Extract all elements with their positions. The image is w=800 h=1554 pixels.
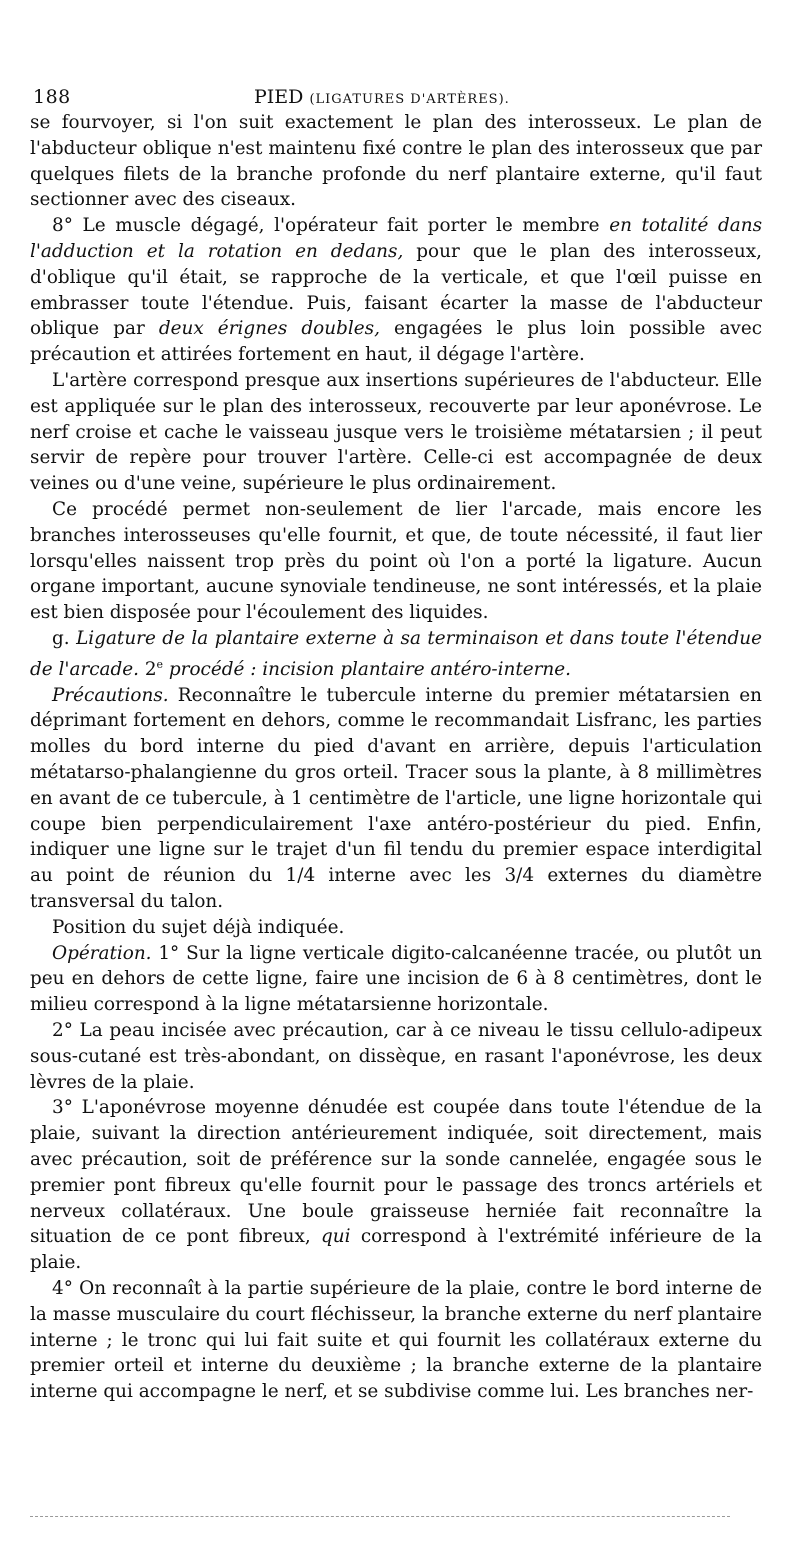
superscript-run: e (156, 657, 164, 671)
paragraph (30, 915, 762, 941)
italic-run: qui (321, 1226, 351, 1248)
italic-run: Opération. (52, 942, 152, 964)
bottom-rule (30, 1516, 730, 1517)
italic-run: en totalité dans l'adduction et la rotation en dedans, (30, 215, 763, 262)
paragraph (30, 1095, 762, 1276)
text-run: 3° L'aponévrose moyenne dénudée est coupée dans toute l'étendue de la plaie, suivant la direction antérieurement indiquée, soit directement, mais avec précaution, soit de préférence sur la sonde cannelée, engagée sous le premier pont fibreux qu'elle fournit pour le passage des troncs artériels et nerveux collatéraux. Une boule graisseuse herniée fait reconnaître la situation de ce pont fibreux, (30, 1097, 762, 1248)
text-run: 8° Le muscle dégagé, l'opérateur fait porter le membre (52, 215, 610, 237)
running-subtitle: (LIGATURES D'ARTÈRES). (309, 92, 510, 107)
italic-run: Ligature de la plantaire externe à sa terminaison et dans toute l'étendue de l'arcade. (30, 627, 762, 680)
italic-run: procédé : incision plantaire antéro-interne. (168, 658, 571, 680)
paragraph (30, 626, 762, 683)
paragraph (30, 1018, 762, 1095)
text-run: pour que le plan des interosseux, d'oblique qu'il était, se rapproche de la verticale, et que l'œil puisse en embrasser toute l'étendue. Puis, faisant écarter la masse de l'abducteur oblique par (30, 240, 762, 340)
page-number: 188 (33, 86, 71, 108)
text-run: g. (52, 627, 77, 649)
paragraph (30, 213, 762, 368)
text-run: 1° Sur la ligne verticale digito-calcanéenne tracée, ou plutôt un peu en dehors de cette ligne, faire une incision de 6 à 8 centimètres, dont le milieu correspond à la ligne métatarsienne horizontale. (30, 942, 762, 1016)
italic-run: Précautions. (52, 684, 169, 706)
text-run: 2 (138, 658, 157, 680)
running-head (254, 86, 510, 108)
italic-run: deux érignes doubles, (158, 318, 380, 340)
text-run: correspond à l'extrémité inférieure de la plaie. (30, 1226, 762, 1274)
paragraph (30, 683, 762, 915)
paragraph (30, 1276, 762, 1405)
paragraph (30, 368, 762, 497)
text-run: Position du sujet déjà indiquée. (52, 916, 345, 938)
text-run: Ce procédé permet non-seulement de lier l'arcade, mais encore les branches interosseuses qu'elle fournit, et que, de toute nécessité, il faut lier lorsqu'elles naissent trop près du point où l'on a porté la ligature. Aucun organe important, aucune synoviale tendineuse, ne sont intéressés, et la plaie est bien disposée pour l'écoulement des liquides. (30, 498, 762, 624)
text-run: engagées le plus loin possible avec précaution et attirées fortement en haut, il dégage l'artère. (30, 318, 762, 366)
page-header (30, 78, 762, 110)
body-text (30, 110, 762, 1405)
paragraph (30, 497, 762, 626)
text-run: se fourvoyer, si l'on suit exactement le plan des interosseux. Le plan de l'abducteur oblique n'est maintenu fixé contre le plan des interosseux que par quelques filets de la branche profonde du nerf plantaire externe, qu'il faut sectionner avec des ciseaux. (30, 112, 762, 211)
running-title: PIED (254, 86, 304, 108)
text-run: Reconnaître le tubercule interne du premier métatarsien en déprimant fortement en dehors, comme le recommandait Lisfranc, les parties molles du bord interne du pied d'avant en arrière, depuis l'articulation métatarso-phalangienne du gros orteil. Tracer sous la plante, à 8 millimètres en avant de ce tubercule, à 1 centimètre de l'article, une ligne horizontale qui coupe bien perpendiculairement l'axe antéro-postérieur du pied. Enfin, indiquer une ligne sur le trajet d'un fil tendu du premier espace interdigital au point de réunion du 1/4 interne avec les 3/4 externes du diamètre transversal du talon. (30, 684, 762, 913)
book-page (30, 78, 762, 1405)
text-run: L'artère correspond presque aux insertions supérieures de l'abducteur. Elle est appliquée sur le plan des interosseux, recouverte par leur aponévrose. Le nerf croise et cache le vaisseau jusque vers le troisième métatarsien ; il peut servir de repère pour trouver l'artère. Celle-ci est accompagnée de deux veines ou d'une veine, supérieure le plus ordinairement. (30, 369, 762, 495)
paragraph (30, 110, 762, 213)
text-run: 4° On reconnaît à la partie supérieure de la plaie, contre le bord interne de la masse musculaire du court fléchisseur, la branche externe du nerf plantaire interne ; le tronc qui lui fait suite et qui fournit les collatéraux externe du premier orteil et interne du deuxième ; la branche externe de la plantaire interne qui accompagne le nerf, et se subdivise comme lui. Les branches ner- (30, 1277, 762, 1403)
paragraph (30, 941, 762, 1018)
text-run: 2° La peau incisée avec précaution, car à ce niveau le tissu cellulo-adipeux sous-cutané est très-abondant, on dissèque, en rasant l'aponévrose, les deux lèvres de la plaie. (30, 1020, 762, 1093)
